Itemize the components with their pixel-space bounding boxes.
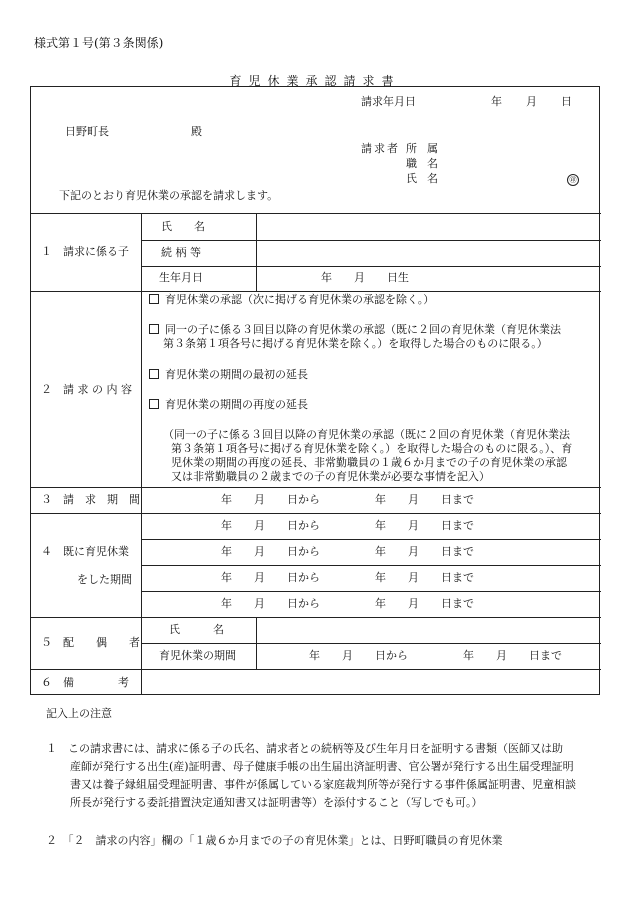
content-option-1[interactable]: [149, 293, 434, 307]
option-2-text-continued: 第３条第１項各号に掲げる育児休業を除く。）を取得した場合のものに限る。）: [163, 337, 548, 350]
request-date-month: 月: [526, 95, 537, 108]
option-1-text: 育児休業の承認（次に掲げる育児休業の承認を除く。）: [165, 293, 435, 306]
divider: [31, 213, 601, 214]
previous-period-2: 年 月 日から 年 月 日まで: [221, 545, 474, 558]
content-note: （同一の子に係る３回目以降の育児休業の承認（既に２回の育児休業（育児休業法: [163, 428, 570, 441]
child-birth-label: 生年月日: [159, 271, 203, 284]
name-label: 氏名: [406, 172, 448, 185]
column-divider: [256, 213, 257, 291]
remarks-row-label: ６ 備 考: [41, 676, 129, 689]
previous-period-4: 年 月 日から 年 月 日まで: [221, 597, 474, 610]
divider: [31, 513, 601, 514]
affiliation-label: 所属: [406, 142, 448, 155]
requester-label: 請求者: [361, 142, 400, 155]
request-form: [30, 86, 600, 695]
content-note: 児休業の期間の再度の延長、非常勤職員の１歳６か月までの子の育児休業の承認: [171, 456, 567, 469]
period-value: 年 月 日から 年 月 日まで: [221, 493, 474, 506]
job-title-label: 職名: [406, 157, 448, 170]
divider: [141, 565, 601, 566]
spouse-leave-value: 年 月 日から 年 月 日まで: [309, 649, 562, 662]
honorific: 殿: [191, 125, 202, 138]
note-1-line: 産師が発行する出生(産)証明書、母子健康手帳の出生届出済証明書、官公署が発行する出生届受理証明: [70, 760, 574, 773]
child-row-label: １ 請求に係る子: [41, 245, 129, 258]
option-2-text: 同一の子に係る３回目以降の育児休業の承認（既に２回の育児休業（育児休業法: [165, 323, 561, 336]
note-1-line: 書又は養子縁組届受理証明書、事件が係属している家庭裁判所等が発行する事件係属証明書、児童相談: [70, 778, 576, 791]
seal-mark: ㊞: [567, 172, 579, 186]
previous-row-label-continued: をした期間: [77, 573, 132, 586]
content-note: 又は非常勤職員の２歳までの子の育児休業が必要な事情を記入）: [171, 470, 490, 483]
document-title: 育児休業承認請求書: [229, 74, 401, 88]
column-divider: [256, 617, 257, 669]
form-number: 様式第１号(第３条関係): [34, 36, 164, 50]
checkbox-option-3[interactable]: [149, 369, 159, 379]
previous-row-label: ４ 既に育児休業: [41, 545, 129, 558]
child-birth-value: 年 月 日生: [321, 271, 409, 284]
content-note: 第３条第１項各号に掲げる育児休業を除く。）を取得した場合のものに限る。）、育: [171, 442, 573, 455]
previous-period-3: 年 月 日から 年 月 日まで: [221, 571, 474, 584]
request-date-day: 日: [561, 95, 572, 108]
divider: [31, 669, 601, 670]
previous-period-1: 年 月 日から 年 月 日まで: [221, 519, 474, 532]
divider: [141, 643, 601, 644]
divider: [141, 266, 601, 267]
content-option-4[interactable]: [149, 398, 308, 412]
note-1-line: １ この請求書には、請求に係る子の氏名、請求者との続柄等及び生年月日を証明する書類（医師又は助: [46, 742, 563, 755]
child-name-label: 氏 名: [161, 220, 205, 233]
option-4-text: 育児休業の期間の再度の延長: [165, 398, 308, 411]
divider: [31, 617, 601, 618]
content-row-label: ２ 請 求 の 内 容: [41, 383, 132, 396]
checkbox-option-4[interactable]: [149, 399, 159, 409]
period-row-label: ３ 請 求 期 間: [41, 493, 140, 506]
divider: [141, 539, 601, 540]
spouse-row-label: ５ 配 偶 者: [41, 636, 140, 649]
content-option-3[interactable]: [149, 368, 308, 382]
checkbox-option-1[interactable]: [149, 294, 159, 304]
option-3-text: 育児休業の期間の最初の延長: [165, 368, 308, 381]
column-divider: [141, 213, 142, 695]
divider: [31, 487, 601, 488]
divider: [31, 291, 601, 292]
note-2-line: ２ 「２ 請求の内容」欄の「１歳６か月までの子の育児休業」とは、日野町職員の育児休業: [46, 834, 503, 847]
request-date-year: 年: [491, 95, 502, 108]
child-relation-label: 続 柄 等: [161, 246, 201, 259]
notes-title: 記入上の注意: [46, 707, 112, 720]
divider: [141, 591, 601, 592]
note-1-line: 所長が発行する委託措置決定通知書又は証明書等）を添付すること（写しでも可。）: [70, 796, 483, 809]
spouse-leave-label: 育児休業の期間: [159, 649, 236, 662]
content-option-2[interactable]: [149, 323, 561, 337]
checkbox-option-2[interactable]: [149, 324, 159, 334]
spouse-name-label: 氏 名: [169, 623, 224, 636]
divider: [141, 240, 601, 241]
request-statement: 下記のとおり育児休業の承認を請求します。: [59, 189, 279, 202]
addressee: 日野町長: [65, 125, 109, 138]
request-date-label: 請求年月日: [361, 95, 416, 108]
